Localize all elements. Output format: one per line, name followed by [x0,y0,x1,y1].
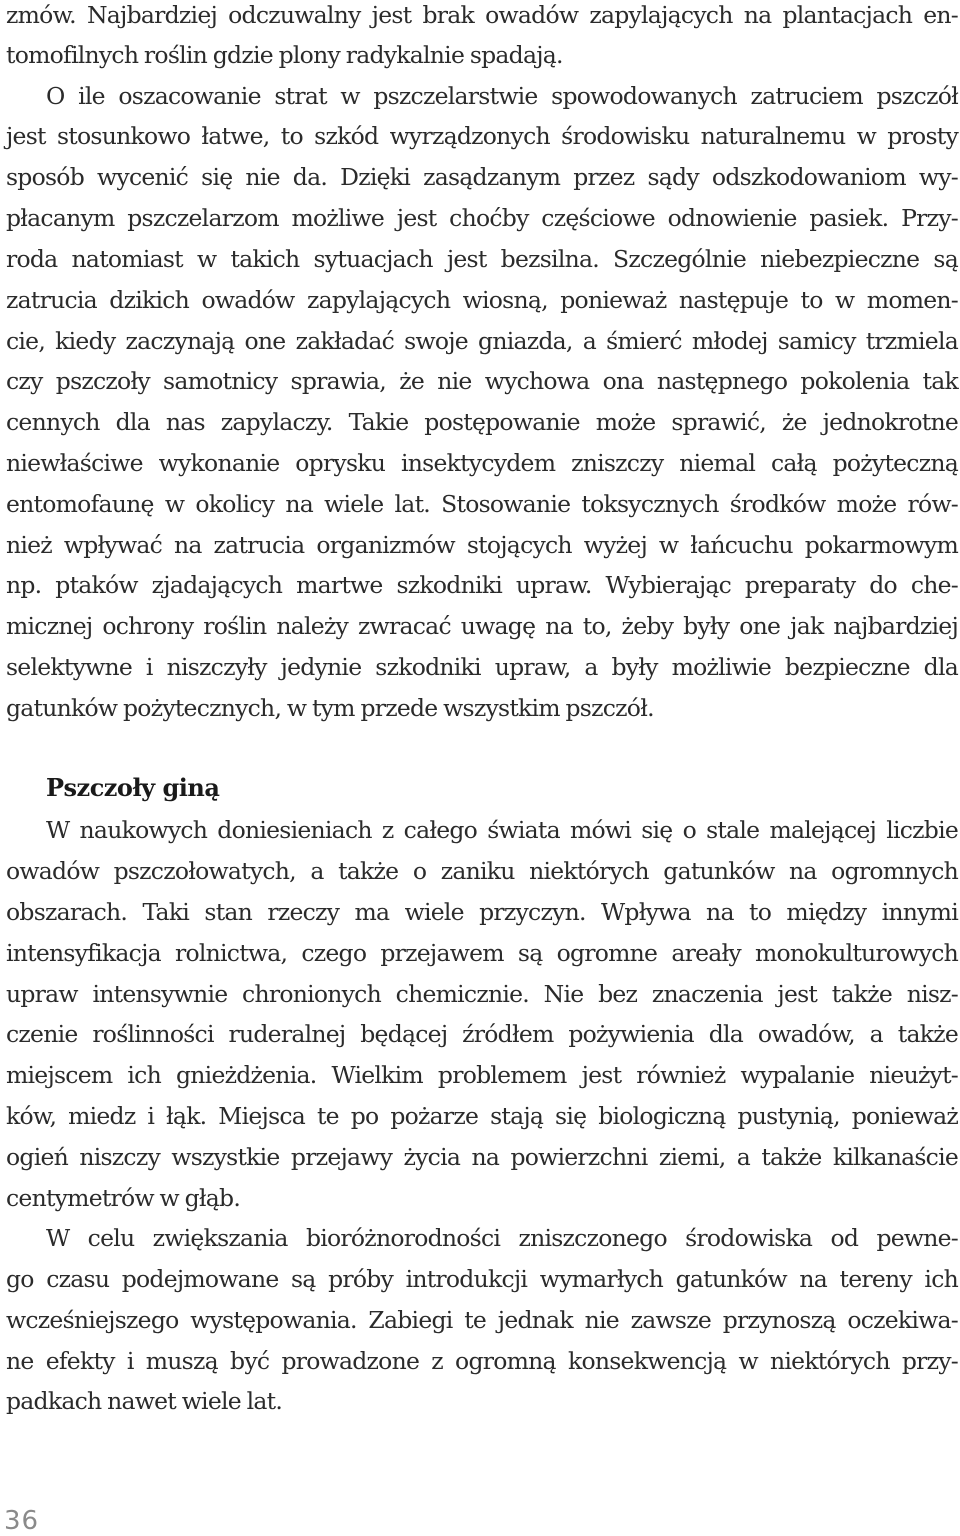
text-line: ków, miedz i łąk. Miejsca te po pożarze stają się biologiczną pustynią, ponieważ [6,1102,958,1130]
text-line: sposób wycenić się nie da. Dzięki zasądzanym przez sądy odszkodowaniom wy- [6,163,958,191]
text-line: entomofaunę w okolicy na wiele lat. Stosowanie toksycznych środków może rów- [6,490,958,518]
text-line: gatunków pożytecznych, w tym przede wszystkim pszczół. [6,694,654,722]
text-line: roda natomiast w takich sytuacjach jest bezsilna. Szczególnie niebezpieczne są [6,245,958,273]
page-number: 36 [4,1506,40,1536]
text-line: nież wpływać na zatrucia organizmów stojących wyżej w łańcuchu pokarmowym [6,531,958,559]
text-line: cennych dla nas zapylaczy. Takie postępowanie może sprawić, że jednokrotne [6,408,958,436]
text-line: np. ptaków zjadających martwe szkodniki upraw. Wybierając preparaty do che- [6,571,958,599]
text-line: płacanym pszczelarzom możliwe jest choćby częściowe odnowienie pasiek. Przy- [6,204,958,232]
text-line: W naukowych doniesieniach z całego świata mówi się o stale malejącej liczbie [46,816,958,844]
text-line: zatrucia dzikich owadów zapylających wiosną, ponieważ następuje to w momen- [6,286,958,314]
text-line: wcześniejszego występowania. Zabiegi te jednak nie zawsze przynoszą oczekiwa- [6,1306,958,1334]
section-heading: Pszczoły giną [46,773,220,802]
text-line: micznej ochrony roślin należy zwracać uwagę na to, żeby były one jak najbardziej [6,612,958,640]
text-line: padkach nawet wiele lat. [6,1387,283,1415]
text-line: ogień niszczy wszystkie przejawy życia na powierzchni ziemi, a także kilkanaście [6,1143,958,1171]
text-line: W celu zwiększania bioróżnorodności zniszczonego środowiska od pewne- [46,1224,958,1252]
text-line: ne efekty i muszą być prowadzone z ogromną konsekwencją w niektórych przy- [6,1347,958,1375]
text-line: selektywne i niszczyły jedynie szkodniki upraw, a były możliwie bezpieczne dla [6,653,958,681]
text-line: centymetrów w głąb. [6,1184,241,1212]
text-line: czy pszczoły samotnicy sprawia, że nie wychowa ona następnego pokolenia tak [6,367,958,395]
text-line: O ile oszacowanie strat w pszczelarstwie spowodowanych zatruciem pszczół [46,82,958,110]
text-line: czenie roślinności ruderalnej będącej źródłem pożywienia dla owadów, a także [6,1020,958,1048]
text-line: intensyfikacja rolnictwa, czego przejawem są ogromne areały monokulturowych [6,939,958,967]
text-line: miejscem ich gnieżdżenia. Wielkim problemem jest również wypalanie nieużyt- [6,1061,958,1089]
text-line: upraw intensywnie chronionych chemicznie. Nie bez znaczenia jest także nisz- [6,980,958,1008]
text-line: jest stosunkowo łatwe, to szkód wyrządzonych środowisku naturalnemu w prosty [6,122,958,150]
text-line: obszarach. Taki stan rzeczy ma wiele przyczyn. Wpływa na to między innymi [6,898,958,926]
text-line: owadów pszczołowatych, a także o zaniku niektórych gatunków na ogromnych [6,857,958,885]
text-line: niewłaściwe wykonanie oprysku insektycydem zniszczy niemal całą pożyteczną [6,449,958,477]
text-line: cie, kiedy zaczynają one zakładać swoje gniazda, a śmierć młodej samicy trzmiela [6,327,958,355]
text-line: zmów. Najbardziej odczuwalny jest brak owadów zapylających na plantacjach en- [6,1,958,29]
text-line: tomofilnych roślin gdzie plony radykalnie spadają. [6,41,563,69]
text-line: go czasu podejmowane są próby introdukcji wymarłych gatunków na tereny ich [6,1265,958,1293]
